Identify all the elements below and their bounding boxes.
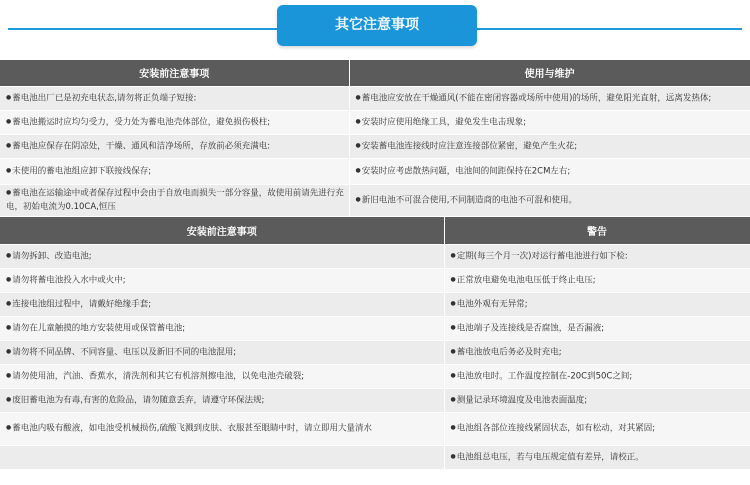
install-note: 未使用的蓄电池组应卸下联接线保存; <box>12 166 152 177</box>
maintenance-note: 新旧电池不可混合使用,不同制造商的电池不可混和使用。 <box>361 195 577 206</box>
table-row <box>444 268 750 292</box>
maintenance-note: 安装时应考虑散热问题，电池间的间距保持在2CM左右; <box>361 166 571 177</box>
table-row <box>0 184 349 216</box>
maintenance-note: 蓄电池应安放在干燥通风(不能在密闭容器或场所中使用)的场所，避免阳光直射，远离发热体; <box>361 93 712 104</box>
install-note: 请勿拆卸、改造电池; <box>12 251 92 262</box>
install-note: 请勿在儿童触摸的地方安装使用或保管蓄电池; <box>12 323 186 334</box>
title-divider-left <box>8 28 278 30</box>
warning-note: 电池外观有无异常; <box>456 299 528 310</box>
table-row <box>0 244 444 268</box>
table-row <box>0 364 444 388</box>
install-note: 请勿使用油，汽油、香蕉水，清洗剂和其它有机溶剂擦电池，以免电池壳破裂; <box>12 371 305 382</box>
table-row <box>349 184 750 216</box>
table-row <box>0 158 349 184</box>
usage-maintenance-header: 使用与维护 <box>349 60 750 86</box>
table-row <box>349 110 750 134</box>
title-divider-right <box>476 28 742 30</box>
table-row <box>0 268 444 292</box>
install-note: 蓄电池出厂已是初充电状态,请勿将正负端子短接: <box>12 93 197 104</box>
installation-notes-header: 安装前注意事项 <box>0 60 349 86</box>
table-row <box>0 134 349 158</box>
table-row <box>0 340 444 364</box>
table-row <box>444 412 750 445</box>
maintenance-note: 安装时应使用绝缘工具，避免发生电击现象; <box>361 117 527 128</box>
installation-notes-header: 安装前注意事项 <box>0 217 444 244</box>
table-row <box>0 388 444 412</box>
table-row <box>444 388 750 412</box>
install-note: 蓄电池在运输途中或者保存过程中会由于自放电而损失一部分容量，故使用前请先进行充电，初始电流为0.10CA,恒压 <box>6 188 344 213</box>
table-row <box>444 244 750 268</box>
table-row <box>0 412 444 445</box>
table-row <box>0 86 349 110</box>
installation-warning-table <box>0 217 750 470</box>
warning-note: 电池组各部位连接线紧固状态，如有松动，对其紧固; <box>456 423 656 434</box>
install-note: 连接电池组过程中，请戴好绝缘手套; <box>12 299 152 310</box>
table-row <box>0 292 444 316</box>
table-row <box>0 316 444 340</box>
warning-note: 电池组总电压，若与电压规定值有差异，请校正。 <box>456 452 644 463</box>
install-note: 蓄电池搬运时应均匀受力，受力处为蓄电池壳体部位，避免损伤极柱; <box>12 117 271 128</box>
warning-note: 蓄电池放电后务必及时充电; <box>456 347 562 358</box>
table-row <box>444 364 750 388</box>
table-row <box>444 445 750 469</box>
warning-note: 电池端子及连接线是否腐蚀，是否漏液; <box>456 323 605 334</box>
warning-note: 测量记录环境温度及电池表面温度; <box>456 395 588 406</box>
maintenance-note: 安装蓄电池连接线时应注意连接部位紧密，避免产生火花; <box>361 141 578 152</box>
install-note: 蓄电池应保存在阴凉处，干燥、通风和洁净场所，存放前必须充满电: <box>12 141 271 152</box>
warning-note: 电池放电时。工作温度控制在-20C到50C之间; <box>456 371 633 382</box>
install-note: 请勿将不同品牌、不同容量、电压以及新旧不同的电池混用; <box>12 347 237 358</box>
table-row <box>444 292 750 316</box>
warning-header: 警告 <box>444 217 750 244</box>
install-note: 蓄电池内吸有酸液，如电池受机械损伤,硫酸飞溅到皮肤、衣服甚至眼睛中时，请立即用大量清水 <box>12 423 372 434</box>
table-row <box>444 340 750 364</box>
table-row <box>0 110 349 134</box>
installation-maintenance-table <box>0 60 750 217</box>
table-row <box>349 158 750 184</box>
install-note: 废旧蓄电池为有毒,有害的危险品，请勿随意丢弃，请遵守环保法规; <box>12 395 265 406</box>
warning-note: 定期(每三个月一次)对运行蓄电池进行如下检: <box>456 251 628 262</box>
table-row <box>0 445 444 469</box>
table-row <box>349 86 750 110</box>
warning-note: 正常放电避免电池电压低于终止电压; <box>456 275 596 286</box>
install-note: 请勿将蓄电池投入水中或火中; <box>12 275 126 286</box>
section-title: 其它注意事项 <box>277 5 477 46</box>
table-row <box>444 316 750 340</box>
table-row <box>349 134 750 158</box>
